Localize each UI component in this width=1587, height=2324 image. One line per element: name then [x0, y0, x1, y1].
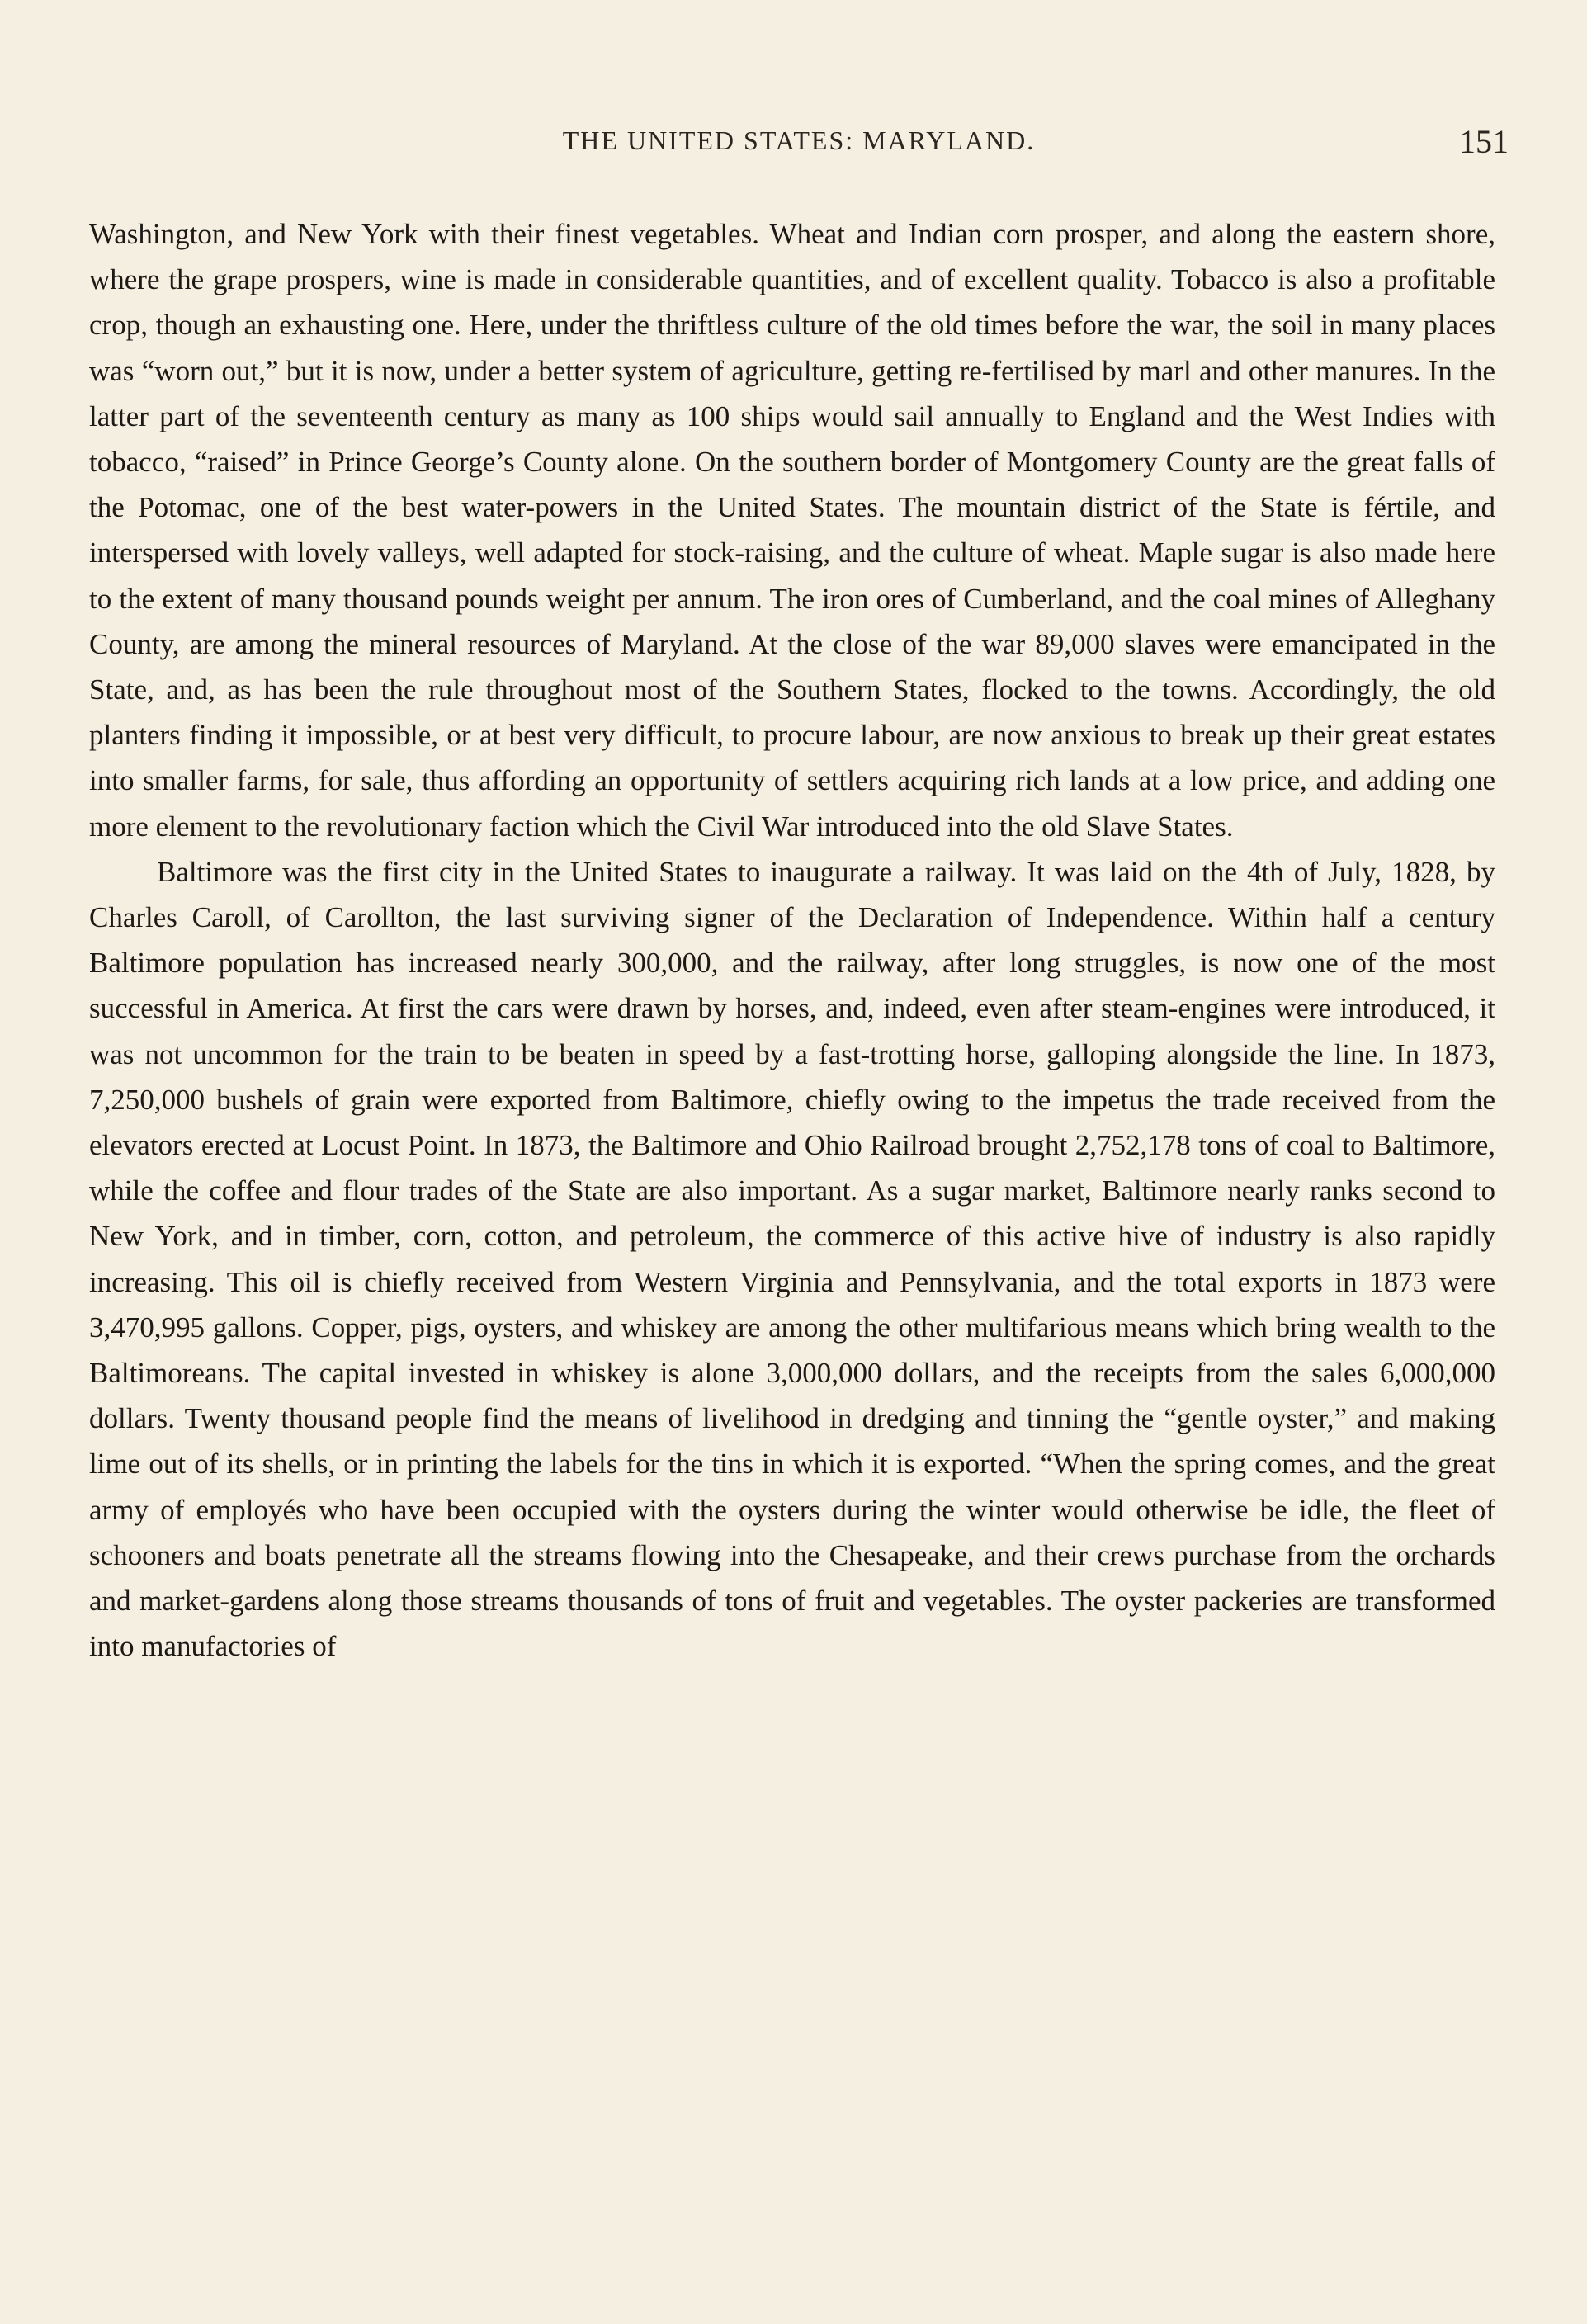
page-number: 151 [1459, 123, 1509, 160]
running-title: THE UNITED STATES: MARYLAND. [562, 125, 1036, 155]
paragraph-1: Washington, and New York with their finest vegetables. Wheat and Indian corn prosper, and along the eastern shore, where the grape prospers, wine is made in considerable quantities, and of excellent quality. Tobacco is also a profitable crop, though an exhausting one. Here, under the thriftless culture of the old times before the war, the soil in many places was “worn out,” but it is now, under a better system of agriculture, getting re-fertilised by marl and other manures. In the latter part of the seventeenth century as many as 100 ships would sail annually to England and the West Indies with tobacco, “raised” in Prince George’s County alone. On the southern border of Montgomery County are the great falls of the Potomac, one of the best water-powers in the United States. The mountain district of the State is fértile, and interspersed with lovely valleys, well adapted for stock-raising, and the culture of wheat. Maple sugar is also made here to the extent of many thousand pounds weight per annum. The iron ores of Cumberland, and the coal mines of Alleghany County, are among the mineral resources of Maryland. At the close of the war 89,000 slaves were emancipated in the State, and, as has been the rule throughout most of the Southern States, flocked to the towns. Accordingly, the old planters finding it impossible, or at best very difficult, to procure labour, are now anxious to break up their great estates into smaller farms, for sale, thus affording an opportunity of settlers acquiring rich lands at a low price, and adding one more element to the revolutionary faction which the Civil War introduced into the old Slave States. [89, 218, 1495, 843]
body-text [89, 211, 1495, 1670]
paragraph-2: Baltimore was the first city in the United States to inaugurate a railway. It was laid on the 4th of July, 1828, by Charles Caroll, of Carollton, the last surviving signer of the Declaration of Independence. Within half a century Baltimore population has increased nearly 300,000, and the railway, after long struggles, is now one of the most successful in America. At first the cars were drawn by horses, and, indeed, even after steam-engines were introduced, it was not uncommon for the train to be beaten in speed by a fast-trotting horse, galloping alongside the line. In 1873, 7,250,000 bushels of grain were exported from Baltimore, chiefly owing to the impetus the trade received from the elevators erected at Locust Point. In 1873, the Baltimore and Ohio Railroad brought 2,752,178 tons of coal to Baltimore, while the coffee and flour trades of the State are also important. As a sugar market, Baltimore nearly ranks second to New York, and in timber, corn, cotton, and petroleum, the commerce of this active hive of industry is also rapidly increasing. This oil is chiefly received from Western Virginia and Pennsylvania, and the total exports in 1873 were 3,470,995 gallons. Copper, pigs, oysters, and whiskey are among the other multifarious means which bring wealth to the Baltimoreans. The capital invested in whiskey is alone 3,000,000 dollars, and the receipts from the sales 6,000,000 dollars. Twenty thousand people find the means of livelihood in dredging and tinning the “gentle oyster,” and making lime out of its shells, or in printing the labels for the tins in which it is exported. “When the spring comes, and the great army of employés who have been occupied with the oysters during the winter would otherwise be idle, the fleet of schooners and boats penetrate all the streams flowing into the Chesapeake, and their crews purchase from the orchards and market-gardens along those streams thousands of tons of fruit and vegetables. The oyster packeries are transformed into manufactories of [89, 855, 1495, 1663]
running-header [89, 125, 1509, 175]
